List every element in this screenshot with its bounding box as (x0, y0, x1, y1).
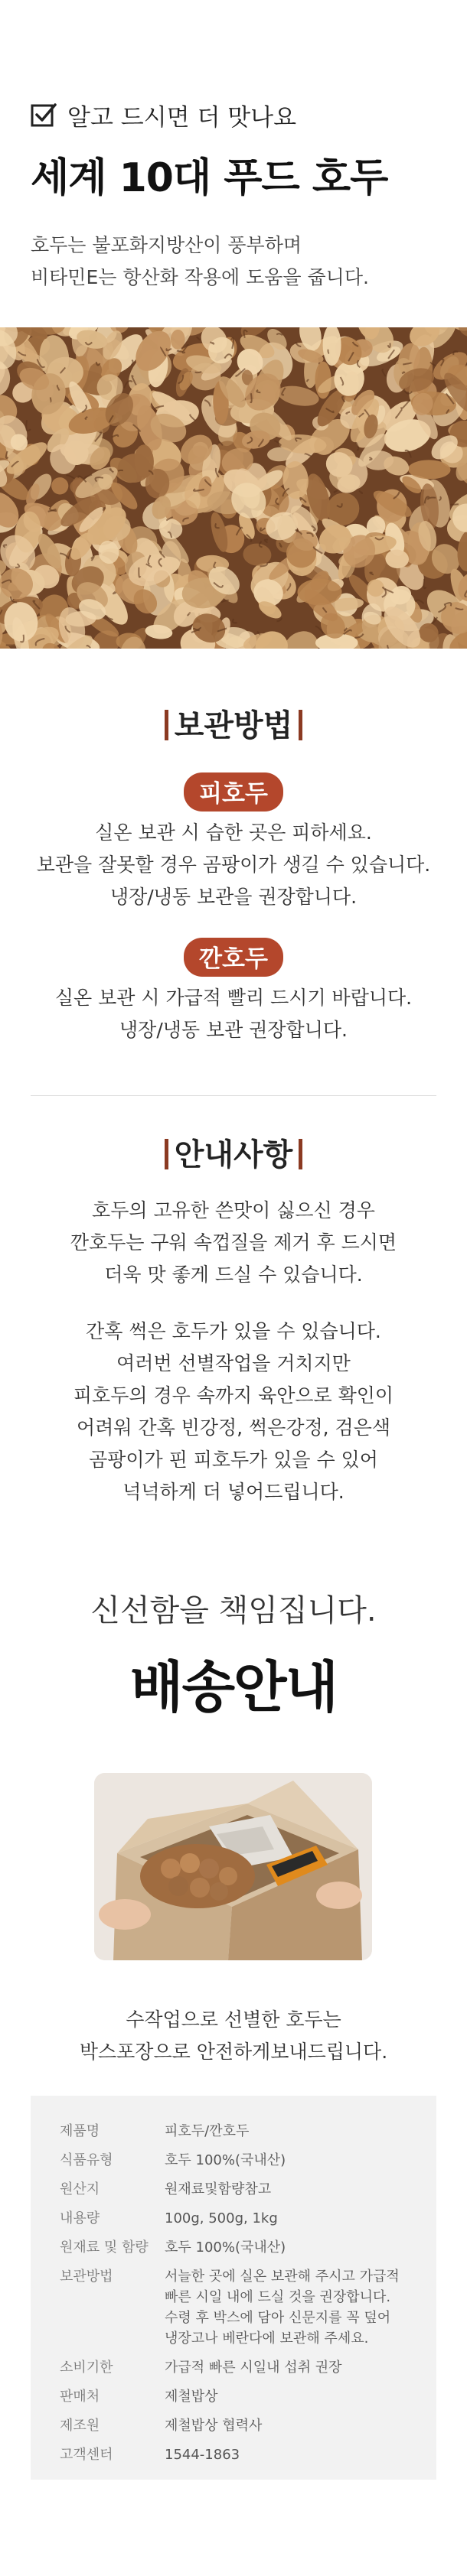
info-label: 내용량 (60, 2210, 100, 2226)
info-label: 식품유형 (60, 2152, 113, 2168)
product-info-table (31, 2096, 436, 2480)
info-value (165, 2179, 440, 2200)
notice-line: 피호두의 경우 속까지 육안으로 확인이 (73, 1384, 394, 1407)
box-image (94, 1773, 372, 1960)
notice-para-1 (0, 1195, 467, 1291)
caption-line: 수작업으로 선별한 호두는 (126, 2008, 341, 2031)
info-value-line: 냉장고나 베란다에 보관해 주세요. (165, 2330, 369, 2347)
info-value (165, 2208, 440, 2229)
info-label: 보관방법 (60, 2269, 113, 2285)
notice-line: 어려워 간혹 빈강정, 썩은강정, 검은색 (77, 1416, 390, 1439)
header-eyebrow (31, 98, 296, 132)
info-label: 원산지 (60, 2181, 100, 2197)
info-value-line: 100g, 500g, 1kg (165, 2210, 278, 2226)
badge-pihodu: 피호두 (184, 772, 283, 812)
info-value (165, 2444, 440, 2465)
info-label: 고객센터 (60, 2447, 113, 2463)
storage-line: 실온 보관 시 가급적 빨리 드시기 바랍니다. (54, 987, 413, 1009)
storage-line: 냉장/냉동 보관 권장합니다. (119, 1019, 348, 1041)
info-value (165, 2386, 440, 2407)
info-value-line: 제철밥상 (165, 2389, 218, 2405)
storage-badge-2 (0, 938, 467, 977)
info-value-line: 수령 후 박스에 담아 신문지를 꼭 덮어 (165, 2310, 391, 2326)
shipping-tagline: 신선함을 책임집니다. (90, 1593, 377, 1628)
info-label: 제품명 (60, 2123, 100, 2139)
info-value-line: 호두 100%(국내산) (165, 2152, 286, 2168)
info-label: 제조원 (60, 2418, 100, 2434)
notice-line: 더욱 맛 좋게 드실 수 있습니다. (104, 1264, 363, 1286)
notice-line: 간혹 썩은 호두가 있을 수 있습니다. (86, 1320, 381, 1342)
info-value (165, 2415, 440, 2436)
page-title: 세계 10대 푸드 호두 (31, 155, 388, 201)
eyebrow-text: 알고 드시면 더 맛나요 (67, 104, 297, 132)
intro-text (31, 229, 369, 294)
notice-para-2 (0, 1316, 467, 1508)
info-value-line: 서늘한 곳에 실온 보관해 주시고 가급적 (165, 2269, 400, 2285)
info-value (165, 2237, 440, 2258)
caption-line: 박스포장으로 안전하게보내드립니다. (79, 2041, 388, 2063)
info-value-line: 원재료및함량참고 (165, 2181, 272, 2197)
notice-title (0, 1130, 467, 1174)
notice-line: 넉넉하게 더 넣어드립니다. (122, 1481, 345, 1503)
notice-title-text: 안내사항 (174, 1137, 293, 1173)
info-value-line: 피호두/깐호두 (165, 2123, 250, 2139)
info-label: 판매처 (60, 2389, 100, 2405)
notice-line: 곰팡이가 핀 피호두가 있을 수 있어 (89, 1449, 378, 1471)
info-value-line: 빠른 시일 내에 드실 것을 권장합니다. (165, 2289, 391, 2305)
info-value (165, 2121, 440, 2142)
box-photo (94, 1773, 372, 1960)
storage-line: 보관을 잘못할 경우 곰팡이가 생길 수 있습니다. (36, 854, 431, 876)
walnut-image (0, 327, 467, 649)
shipping-title: 배송안내 (129, 1655, 338, 1719)
info-value-line: 호두 100%(국내산) (165, 2239, 286, 2256)
checkbox-icon (31, 102, 57, 128)
storage-title-text: 보관방법 (174, 708, 293, 743)
info-value-line: 가급적 빠른 시일내 섭취 권장 (165, 2360, 342, 2376)
intro-line: 비타민E는 항산화 작용에 도움을 줍니다. (31, 266, 369, 288)
storage-text-1 (0, 817, 467, 913)
notice-line: 여러번 선별작업을 거치지만 (116, 1352, 351, 1374)
notice-line: 깐호두는 구워 속껍질을 제거 후 드시면 (70, 1231, 397, 1254)
info-value (165, 2150, 440, 2171)
info-label: 소비기한 (60, 2360, 113, 2376)
info-value (165, 2266, 440, 2349)
info-value (165, 2357, 440, 2378)
info-label: 원재료 및 함량 (60, 2239, 149, 2256)
storage-title (0, 701, 467, 745)
info-value-line: 1544-1863 (165, 2447, 240, 2463)
storage-line: 실온 보관 시 습한 곳은 피하세요. (95, 821, 372, 844)
info-value-line: 제철밥상 협력사 (165, 2418, 263, 2434)
divider (31, 1095, 436, 1096)
storage-text-2 (0, 982, 467, 1046)
badge-kkanhodu: 깐호두 (184, 938, 283, 977)
intro-line: 호두는 불포화지방산이 풍부하며 (31, 234, 302, 256)
storage-line: 냉장/냉동 보관을 권장합니다. (109, 886, 358, 908)
shipping-caption (0, 2004, 467, 2068)
storage-badge-1 (0, 772, 467, 812)
notice-line: 호두의 고유한 쓴맛이 싫으신 경우 (92, 1199, 375, 1221)
walnut-photo (0, 327, 467, 649)
